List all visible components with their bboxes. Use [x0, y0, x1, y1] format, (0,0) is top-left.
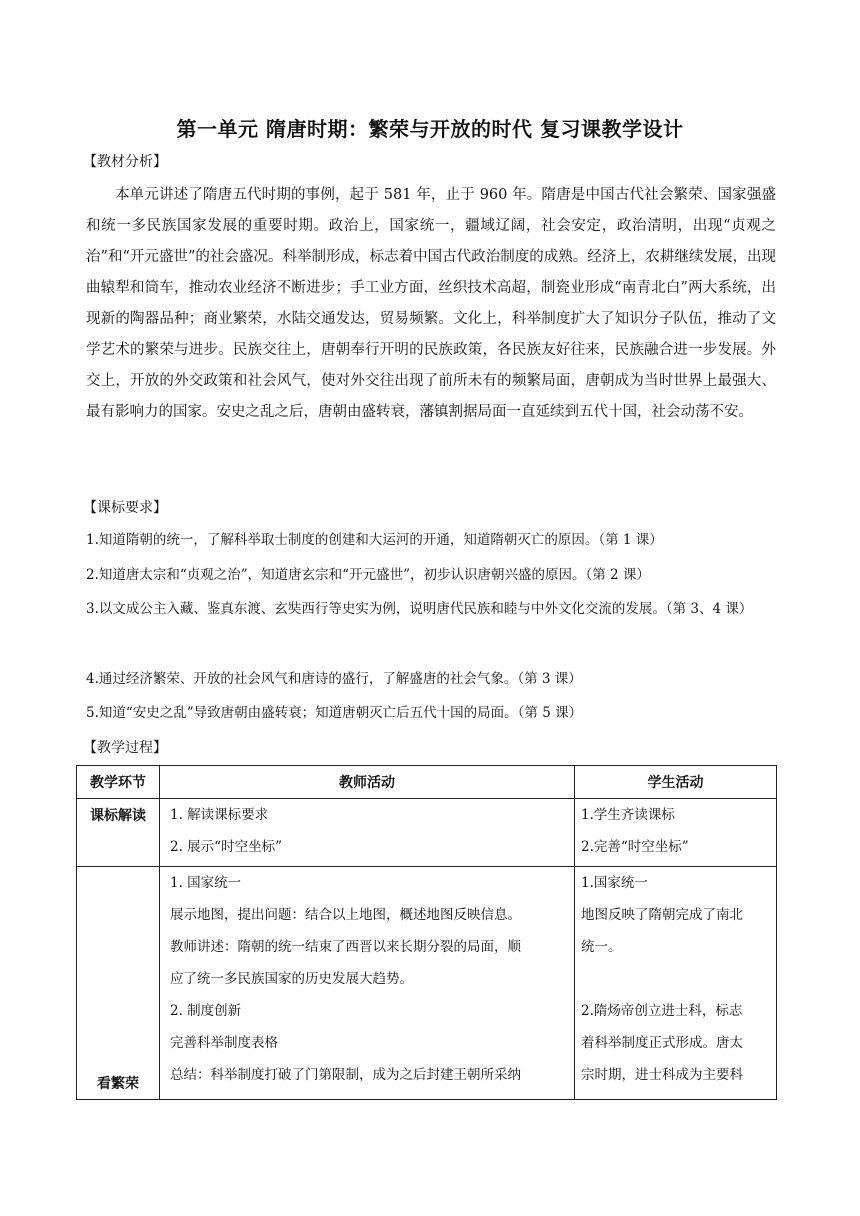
table-row	[77, 867, 777, 1100]
student-line: 2.完善“时空坐标”	[581, 839, 689, 855]
teacher-line: 完善科举制度表格	[170, 1035, 278, 1051]
student-line: 地图反映了隋朝完成了南北	[581, 907, 743, 923]
teacher-line: 展示地图，提出问题：结合以上地图，概述地图反映信息。	[170, 907, 521, 923]
step-cell: 看繁荣	[77, 867, 160, 1100]
page-title: 第一单元 隋唐时期：繁荣与开放的时代 复习课教学设计	[176, 117, 684, 141]
teacher-line: 1. 解读课标要求	[170, 807, 269, 823]
requirement-item: 1.知道隋朝的统一，了解科举取士制度的创建和大运河的开通，知道隋朝灭亡的原因。（第 1 课）	[86, 532, 663, 548]
header-step: 教学环节	[77, 766, 160, 799]
header-student: 学生活动	[575, 766, 777, 799]
teacher-line: 总结：科举制度打破了门第限制，成为之后封建王朝所采纳	[170, 1067, 521, 1083]
process-heading: 【教学过程】	[83, 740, 167, 756]
requirement-item: 2.知道唐太宗和“贞观之治”，知道唐玄宗和“开元盛世”，初步认识唐朝兴盛的原因。（第 2 课）	[86, 567, 650, 583]
student-line: 2.隋炀帝创立进士科，标志	[581, 1003, 743, 1019]
teacher-line: 应了统一多民族国家的历史发展大趋势。	[170, 971, 413, 987]
teacher-line: 2. 制度创新	[170, 1003, 242, 1019]
student-cell	[575, 867, 777, 1100]
student-line: 着科举制度正式形成。唐太	[581, 1035, 743, 1051]
teacher-cell	[160, 799, 575, 867]
teacher-cell	[160, 867, 575, 1100]
table-header-row	[77, 766, 777, 799]
teaching-process-table	[76, 765, 777, 1100]
student-line: 1.国家统一	[581, 875, 648, 891]
teacher-line: 1. 国家统一	[170, 875, 242, 891]
student-line: 1.学生齐读课标	[581, 807, 675, 823]
teacher-line: 2. 展示“时空坐标”	[170, 839, 282, 855]
requirements-heading: 【课标要求】	[83, 500, 167, 516]
step-cell: 课标解读	[77, 799, 160, 867]
teacher-line: 教师讲述：隋朝的统一结束了西晋以来长期分裂的局面，顺	[170, 939, 521, 955]
student-line	[581, 963, 772, 995]
analysis-heading: 【教材分析】	[83, 154, 167, 170]
student-cell	[575, 799, 777, 867]
requirement-item: 4.通过经济繁荣、开放的社会风气和唐诗的盛行，了解盛唐的社会气象。（第 3 课）	[86, 671, 582, 687]
header-teacher: 教师活动	[160, 766, 575, 799]
requirement-item: 3.以文成公主入藏、鉴真东渡、玄奘西行等史实为例，说明唐代民族和睦与中外文化交流的发展。（第 3、4 课）	[86, 601, 753, 617]
student-line: 统一。	[581, 939, 622, 955]
requirement-item: 5.知道“安史之乱”导致唐朝由盛转衰；知道唐朝灭亡后五代十国的局面。（第 5 课）	[86, 705, 583, 721]
table-row	[77, 799, 777, 867]
analysis-paragraph: 本单元讲述了隋唐五代时期的事例，起于 581 年，止于 960 年。隋唐是中国古代社会繁荣、国家强盛和统一多民族国家发展的重要时期。政治上，国家统一，疆域辽阔，社会安定，政治清明，出现“贞观之治”和“开元盛世”的社会盛况。科举制形成，标志着中国古代政治制度的成熟。经济上，农耕继续发展，出现曲辕犁和筒车，推动农业经济不断进步；手工业方面，丝织技术高超，制瓷业形成“南青北白”两大系统，出现新的陶器品种；商业繁荣，水陆交通发达，贸易频繁。文化上，科举制度扩大了知识分子队伍，推动了文学艺术的繁荣与进步。民族交往上，唐朝奉行开明的民族政策，各民族友好往来，民族融合进一步发展。外交上，开放的外交政策和社会风气，使对外交往出现了前所未有的频繁局面，唐朝成为当时世界上最强大、最有影响力的国家。安史之乱之后，唐朝由盛转衰，藩镇割据局面一直延续到五代十国，社会动荡不安。	[86, 187, 776, 420]
student-line: 宗时期，进士科成为主要科	[581, 1067, 743, 1083]
